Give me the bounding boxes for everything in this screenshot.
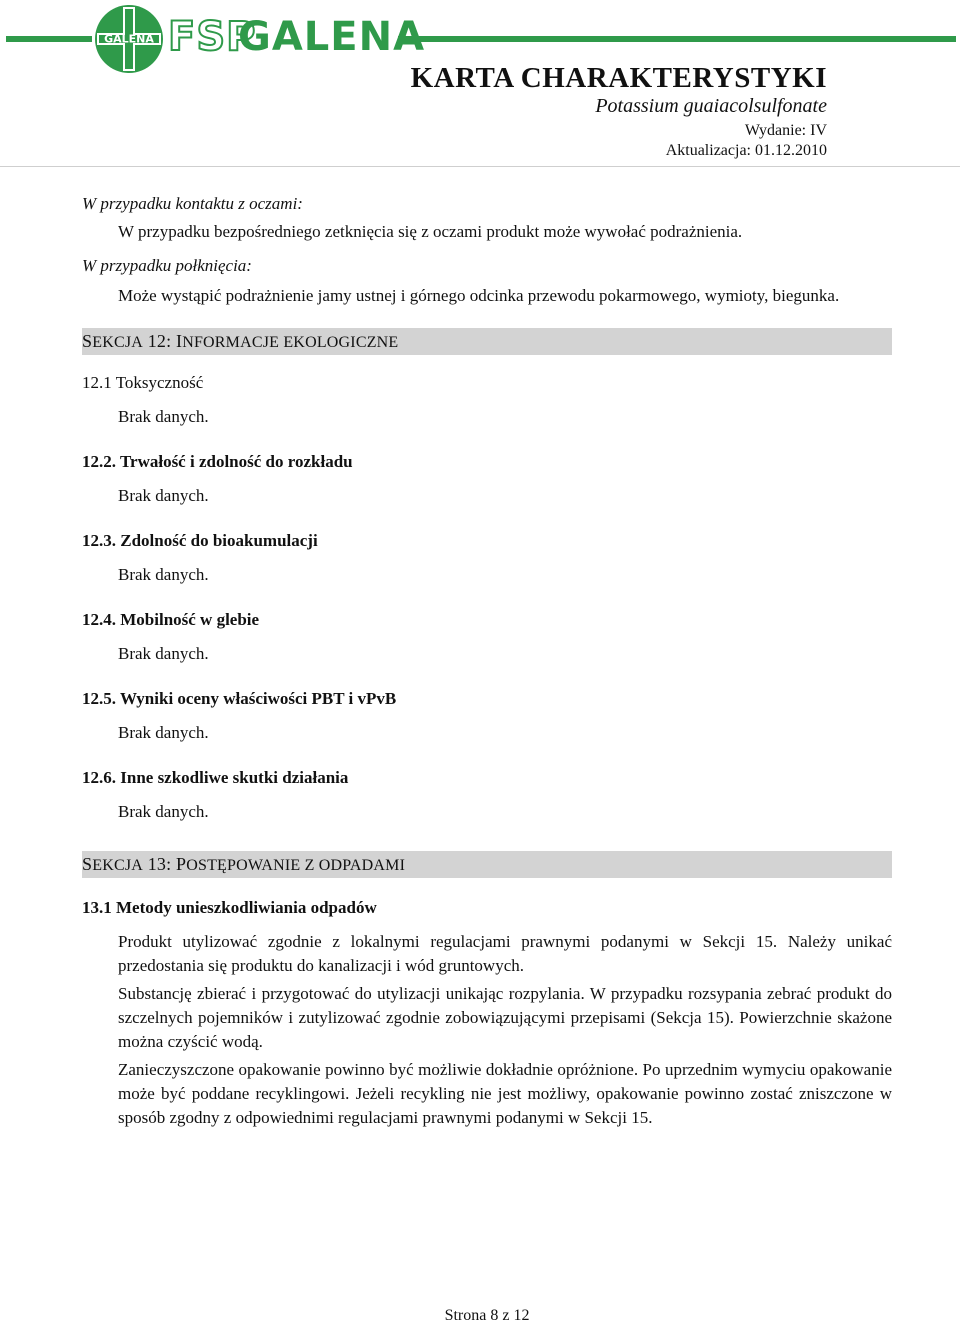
header-green-bar-left [6, 36, 92, 42]
page-content [82, 192, 892, 1130]
section-12-4-heading: 12.4. Mobilność w glebie [82, 610, 260, 629]
section-12-3-heading: 12.3. Zdolność do bioakumulacji [82, 531, 318, 550]
section-12-6-heading: 12.6. Inne szkodliwe skutki działania [82, 768, 349, 787]
section-12-5-text: Brak danych. [118, 723, 209, 742]
section-12-2-heading: 12.2. Trwałość i zdolność do rozkładu [82, 452, 353, 471]
section-12-4-text: Brak danych. [118, 644, 209, 663]
section-13-header: SEKCJA 13: POSTĘPOWANIE Z ODPADAMI [82, 851, 892, 878]
galena-logo-icon [93, 4, 165, 74]
section-13-1-heading: 13.1 Metody unieszkodliwiania odpadów [82, 898, 377, 917]
section-12-5-heading: 12.5. Wyniki oceny właściwości PBT i vPvB [82, 689, 397, 708]
brand-galena: GALENA [238, 14, 426, 60]
section-12-header: SEKCJA 12: INFORMACJE EKOLOGICZNE [82, 328, 892, 355]
logo-text: GALENA [104, 32, 154, 46]
document-subtitle: Potassium guaiacolsulfonate [595, 95, 827, 117]
document-title: KARTA CHARAKTERYSTYKI [410, 62, 827, 94]
section-13-paragraph-2: Substancję zbierać i przygotować do utylizacji unikając rozpylania. W przypadku rozsypania zebrać produkt do szczelnych pojemników i zutylizować zgodnie zobowiązującymi przepisami (Sekcja 15). Powierzchnie skażone można czyścić wodą. [118, 984, 892, 1051]
section-12-3-text: Brak danych. [118, 565, 209, 584]
swallow-heading: W przypadku połknięcia: [82, 256, 252, 275]
document-edition: Wydanie: IV [744, 122, 827, 139]
section-12-2-text: Brak danych. [118, 486, 209, 505]
eye-contact-heading: W przypadku kontaktu z oczami: [82, 194, 303, 213]
header-green-bar-right [398, 36, 956, 42]
brand-fsp: FSP [168, 14, 257, 60]
header-divider [0, 166, 960, 167]
document-updated-date: Aktualizacja: 01.12.2010 [665, 142, 827, 159]
section-13-paragraph-1: Produkt utylizować zgodnie z lokalnymi regulacjami prawnymi podanymi w Sekcji 15. Należy unikać przedostania się produktu do kanalizacji i wód gruntowych. [118, 932, 892, 975]
section-12-1-heading: 12.1 Toksyczność [82, 373, 204, 392]
swallow-text: Może wystąpić podrażnienie jamy ustnej i górnego odcinka przewodu pokarmowego, wymioty, biegunka. [118, 286, 840, 305]
page-number: Strona 8 z 12 [444, 1307, 530, 1324]
section-12-1-text: Brak danych. [118, 407, 209, 426]
section-13-paragraph-3: Zanieczyszczone opakowanie powinno być możliwie dokładnie opróżnione. Po uprzednim wymyciu opakowanie może być poddane recyklingowi. Jeżeli recykling nie jest możliwy, opakowanie powinno zostać zniszczone w sposób zgodny z odpowiednimi regulacjami prawnymi podanymi w Sekcji 15. [118, 1060, 892, 1127]
section-12-6-text: Brak danych. [118, 802, 209, 821]
eye-contact-text: W przypadku bezpośredniego zetknięcia się z oczami produkt może wywołać podrażnienia. [118, 222, 743, 241]
